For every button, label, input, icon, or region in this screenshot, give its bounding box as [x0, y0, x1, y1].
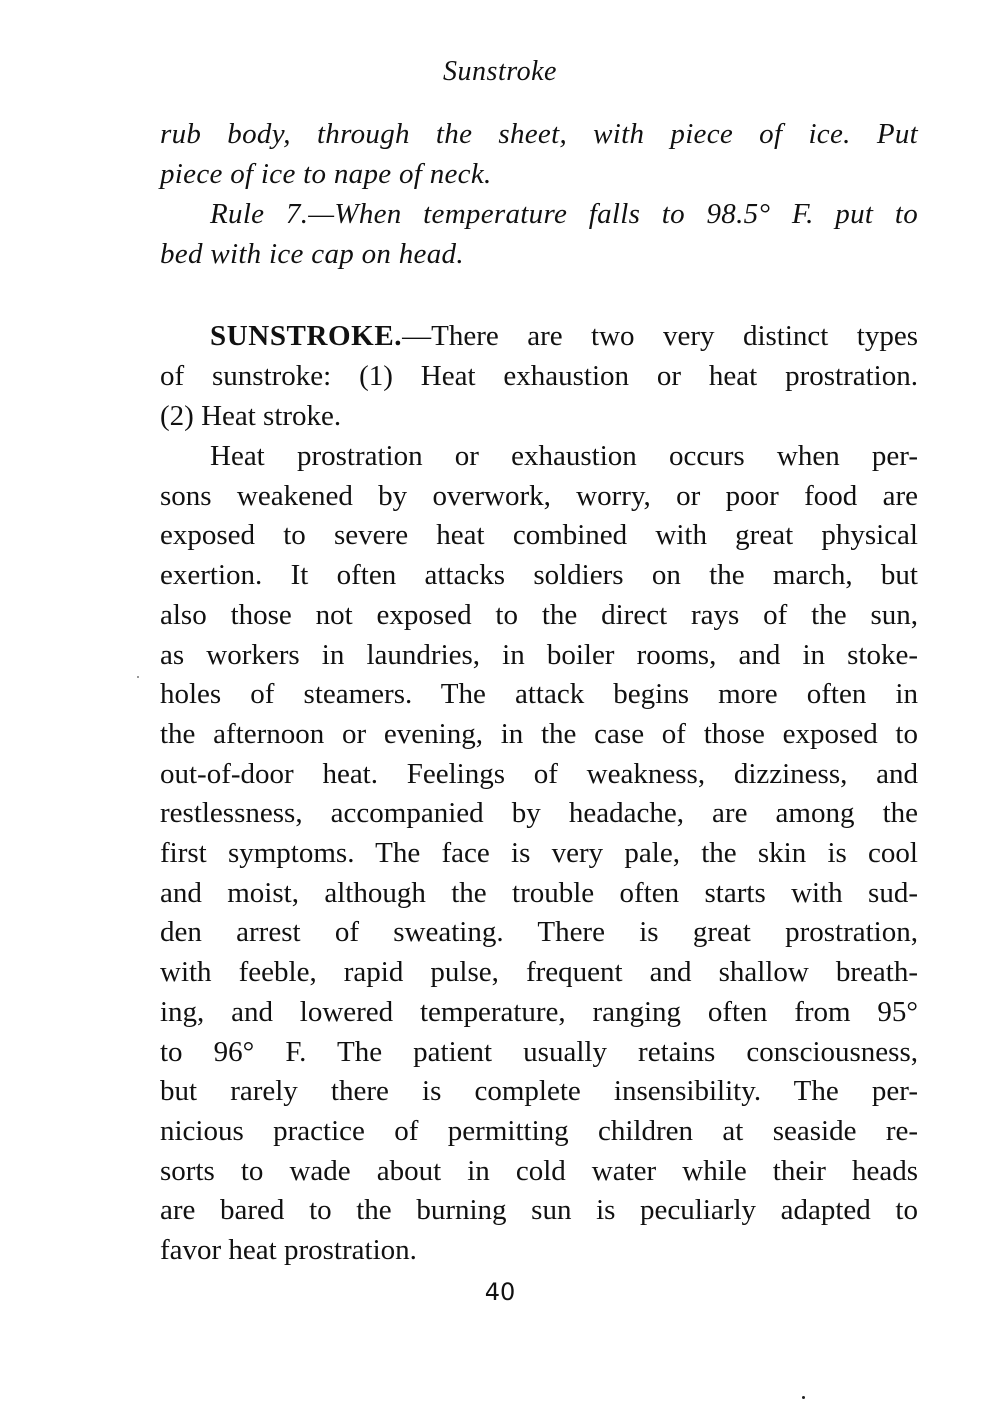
- section-heading: SUNSTROKE.: [210, 320, 403, 352]
- text-line: but rarely there is complete insensibility. The per-: [160, 1075, 918, 1108]
- section-heading-rest: —There are two very distinct types: [402, 320, 918, 352]
- text-line: first symptoms. The face is very pale, the skin is cool: [160, 837, 918, 869]
- text-line: favor heat prostration.: [160, 1234, 417, 1266]
- text-line: den arrest of sweating. There is great prostration,: [160, 916, 918, 949]
- text-line: exertion. It often attacks soldiers on the march, but: [160, 559, 918, 592]
- scan-speck: [137, 676, 139, 678]
- text-line: holes of steamers. The attack begins more often in: [160, 678, 918, 711]
- text-line: also those not exposed to the direct rays of the sun,: [160, 598, 918, 631]
- text-line: the afternoon or evening, in the case of those exposed to: [160, 717, 918, 750]
- running-head: Sunstroke: [443, 56, 557, 87]
- text-line: (2) Heat stroke.: [160, 400, 342, 432]
- text-line: of sunstroke: (1) Heat exhaustion or heat prostration.: [160, 360, 918, 392]
- text-line: bed with ice cap on head.: [160, 238, 464, 270]
- text-line: rub body, through the sheet, with piece of ice. Put: [160, 118, 918, 150]
- text-line: restlessness, accompanied by headache, are among the: [160, 797, 918, 830]
- text-line: piece of ice to nape of neck.: [160, 158, 492, 190]
- text-line: as workers in laundries, in boiler rooms, and in stoke-: [160, 638, 918, 671]
- text-line: ing, and lowered temperature, ranging often from 95°: [160, 995, 918, 1028]
- text-line: are bared to the burning sun is peculiarly adapted to: [160, 1194, 918, 1227]
- text-line: Heat prostration or exhaustion occurs when per-: [210, 440, 918, 472]
- section-first-line: [210, 316, 918, 356]
- text-line: sons weakened by overwork, worry, or poor food are: [160, 479, 918, 512]
- rule-7-line: Rule 7.—When temperature falls to 98.5° F. put to: [210, 198, 918, 230]
- scan-speck: [802, 1396, 805, 1399]
- text-line: with feeble, rapid pulse, frequent and shallow breath-: [160, 956, 918, 989]
- page-number: 40: [484, 1278, 516, 1306]
- text-line: out-of-door heat. Feelings of weakness, dizziness, and: [160, 757, 918, 790]
- text-line: to 96° F. The patient usually retains consciousness,: [160, 1035, 918, 1068]
- text-line: nicious practice of permitting children at seaside re-: [160, 1114, 918, 1147]
- text-line: and moist, although the trouble often starts with sud-: [160, 876, 918, 909]
- text-line: exposed to severe heat combined with great physical: [160, 519, 918, 552]
- text-line: sorts to wade about in cold water while their heads: [160, 1154, 918, 1187]
